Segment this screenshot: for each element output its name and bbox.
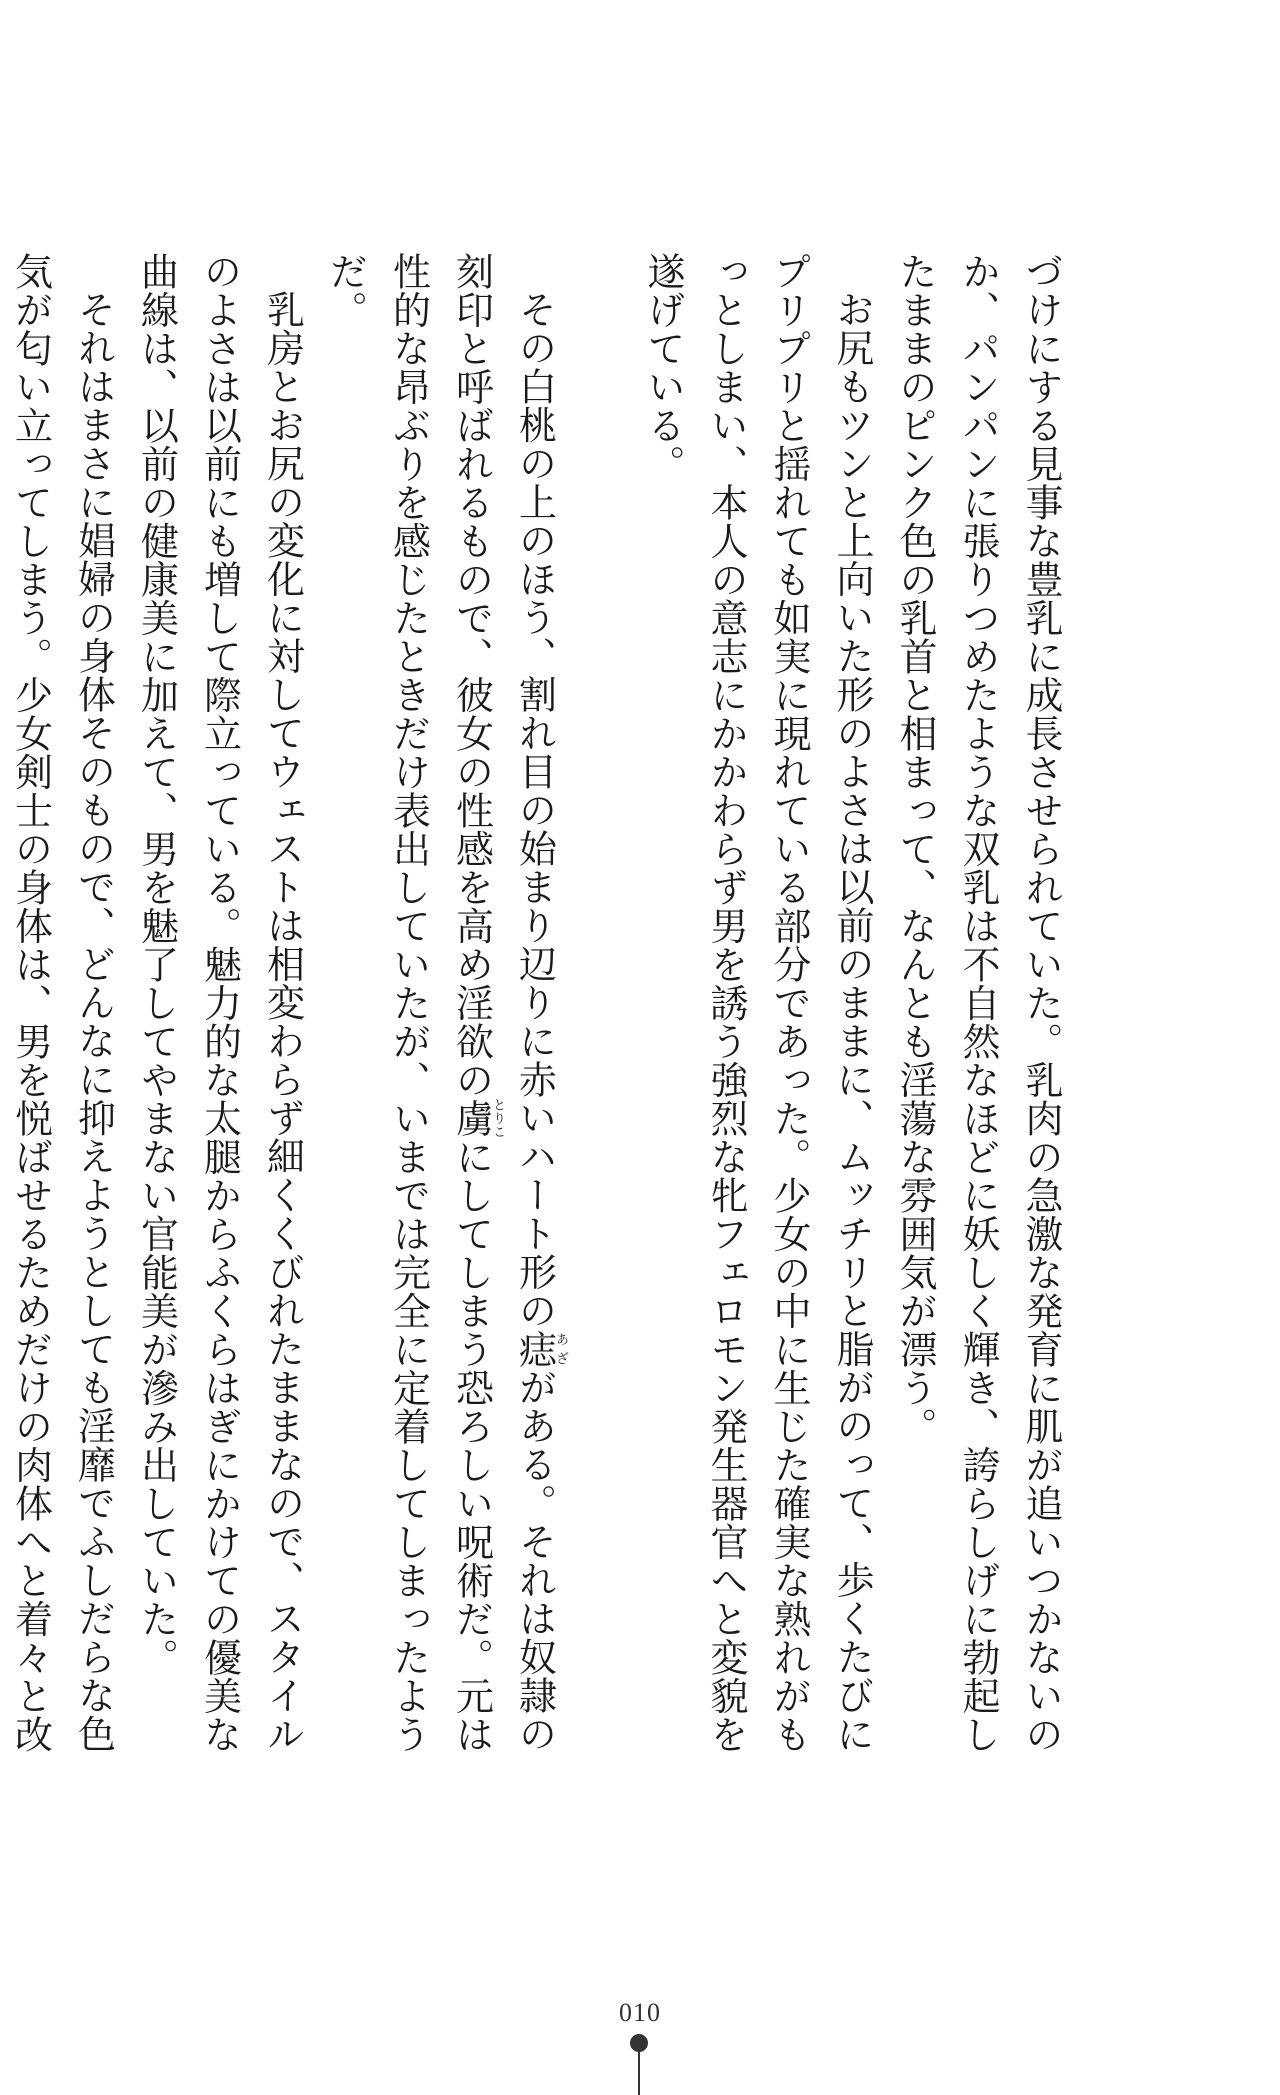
paragraph <box>314 252 568 1762</box>
ruby-annotation <box>512 1329 568 1369</box>
vertical-text-body <box>8 252 1072 1762</box>
paragraph-text: にしてしまう恐ろしい呪術だ。元は性的な昂ぶりを感じたときだけ表出していたが、いまでは完全に定着してしまったようだ。 <box>323 252 494 1754</box>
paragraph-text: がある。それは奴隷の刻印と呼ばれるもので、彼女の性感を高め淫欲の <box>449 252 557 1753</box>
paragraph: それはまさに娼婦の身体そのもので、どんなに抑えようとしても淫靡でふしだらな色気が匂い立ってしまう。少女剣士の身体は、男を悦ばせるためだけの肉体へと着々と改 <box>8 252 116 1754</box>
ruby-reading: あざ <box>553 1329 568 1368</box>
ruby-base: 虜 <box>449 1098 494 1139</box>
page-marker-line <box>638 2050 640 2095</box>
ruby-annotation <box>449 1098 505 1139</box>
paragraph-text: その白桃の上のほう、割れ目の始まり辺りに赤いハート形の <box>512 290 557 1330</box>
paragraph: お尻もツンと上向いた形のよさは以前のままに、ムッチリと脂がのって、歩くたびにプリプリと揺れても如実に現れている部分であった。少女の中に生じた確実な熟れがもっとしまい、本人の意志にかかわらず男を誘う強烈な牝フェロモン発生器官へと変貌を遂げている。 <box>641 252 874 1754</box>
paragraph: 乳房とお尻の変化に対してウェストは相変わらず細くくびれたままなので、スタイルのよさは以前にも増して際立っている。魅力的な太腿からふくらはぎにかけての優美な曲線は、以前の健康美に加えて、男を魅了してやまない官能美が滲み出していた。 <box>134 252 305 1754</box>
ruby-base: 痣 <box>512 1329 557 1368</box>
paragraph: づけにする見事な豊乳に成長させられていた。乳肉の急激な発育に肌が追いつかないのか、パンパンに張りつめたような双乳は不自然なほどに妖しく輝き、誇らしげに勃起したままのピンク色の乳首と相まって、なんとも淫蕩な雰囲気が漂う。 <box>893 252 1063 1754</box>
page-number: 010 <box>619 1998 661 2027</box>
ruby-reading: とりこ <box>490 1098 505 1139</box>
